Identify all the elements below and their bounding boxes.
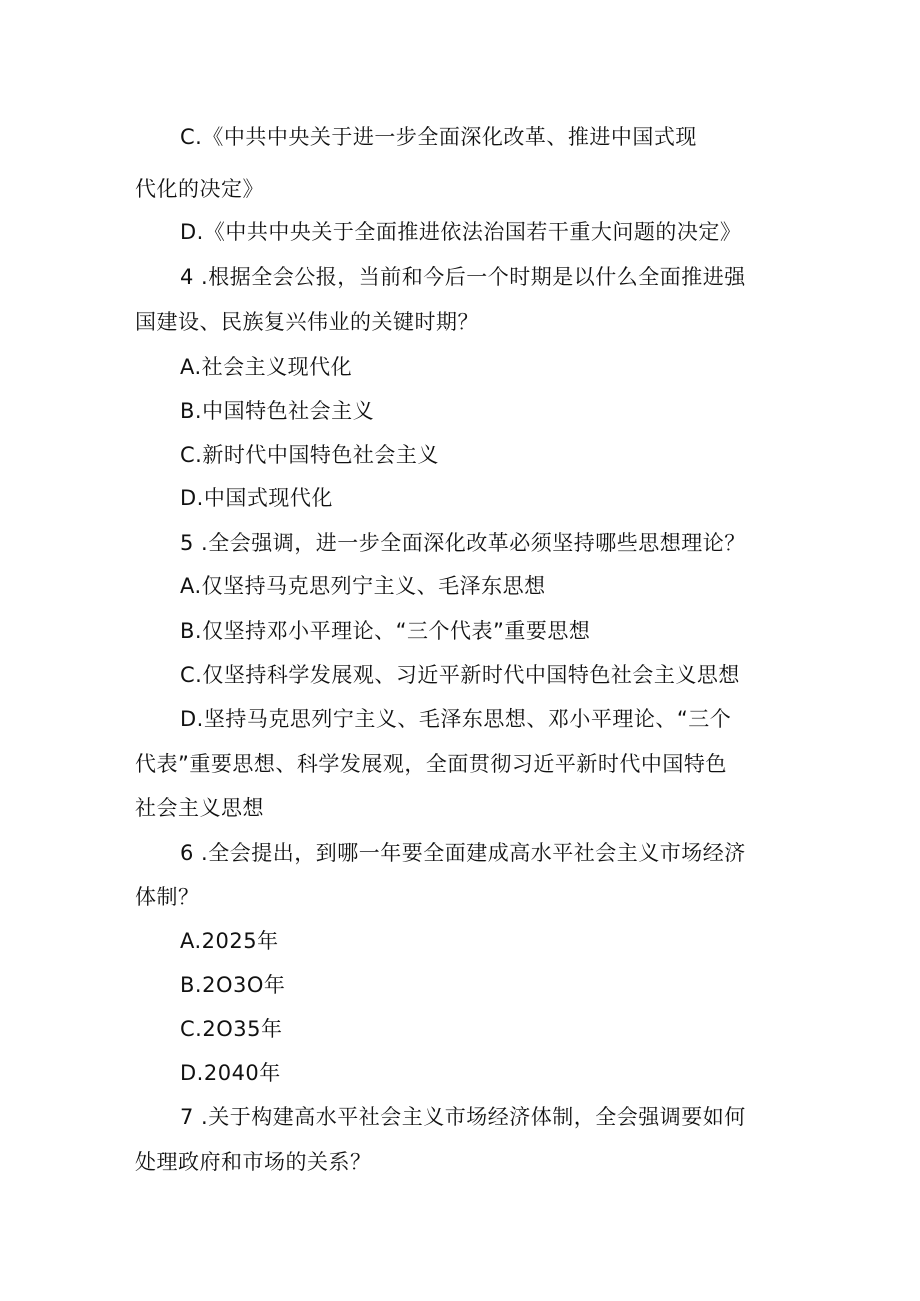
question-4-option-b: B.中国特色社会主义 — [180, 399, 375, 423]
question-7-stem-line-1: 7 .关于构建高水平社会主义市场经济体制，全会强调要如何 — [180, 1105, 746, 1129]
question-4-stem-line-1: 4 .根据全会公报，当前和今后一个时期是以什么全面推进强 — [180, 265, 746, 289]
question-5-option-b: B.仅坚持邓小平理论、“三个代表”重要思想 — [180, 619, 591, 643]
option-c-line-2: 代化的决定》 — [135, 177, 264, 201]
question-4-option-d: D.中国式现代化 — [180, 486, 333, 510]
question-7-stem-line-2: 处理政府和市场的关系？ — [135, 1150, 372, 1174]
question-5-option-c: C.仅坚持科学发展观、习近平新时代中国特色社会主义思想 — [180, 663, 740, 687]
question-6-stem-line-1: 6 .全会提出，到哪一年要全面建成高水平社会主义市场经济 — [180, 841, 746, 865]
question-4-option-c: C.新时代中国特色社会主义 — [180, 443, 439, 467]
option-c-line-1: C.《中共中央关于进一步全面深化改革、推进中国式现 — [180, 125, 697, 149]
question-4-option-a: A.社会主义现代化 — [180, 355, 353, 379]
question-5-option-d-line-3: 社会主义思想 — [135, 796, 264, 820]
question-6-option-c: C.2O35年 — [180, 1017, 283, 1041]
question-5-stem: 5 .全会强调，进一步全面深化改革必须坚持哪些思想理论？ — [180, 531, 746, 555]
question-6-option-a: A.2025年 — [180, 929, 279, 953]
question-6-stem-line-2: 体制？ — [135, 885, 200, 909]
question-5-option-a: A.仅坚持马克思列宁主义、毛泽东思想 — [180, 574, 546, 598]
question-5-option-d-line-2: 代表”重要思想、科学发展观，全面贯彻习近平新时代中国特色 — [135, 752, 727, 776]
option-d: D.《中共中央关于全面推进依法治国若干重大问题的决定》 — [180, 220, 742, 244]
question-5-option-d-line-1: D.坚持马克思列宁主义、毛泽东思想、邓小平理论、“三个 — [180, 707, 732, 731]
question-6-option-b: B.2O3O年 — [180, 973, 286, 997]
question-4-stem-line-2: 国建设、民族复兴伟业的关键时期？ — [135, 310, 479, 334]
question-6-option-d: D.2040年 — [180, 1061, 281, 1085]
